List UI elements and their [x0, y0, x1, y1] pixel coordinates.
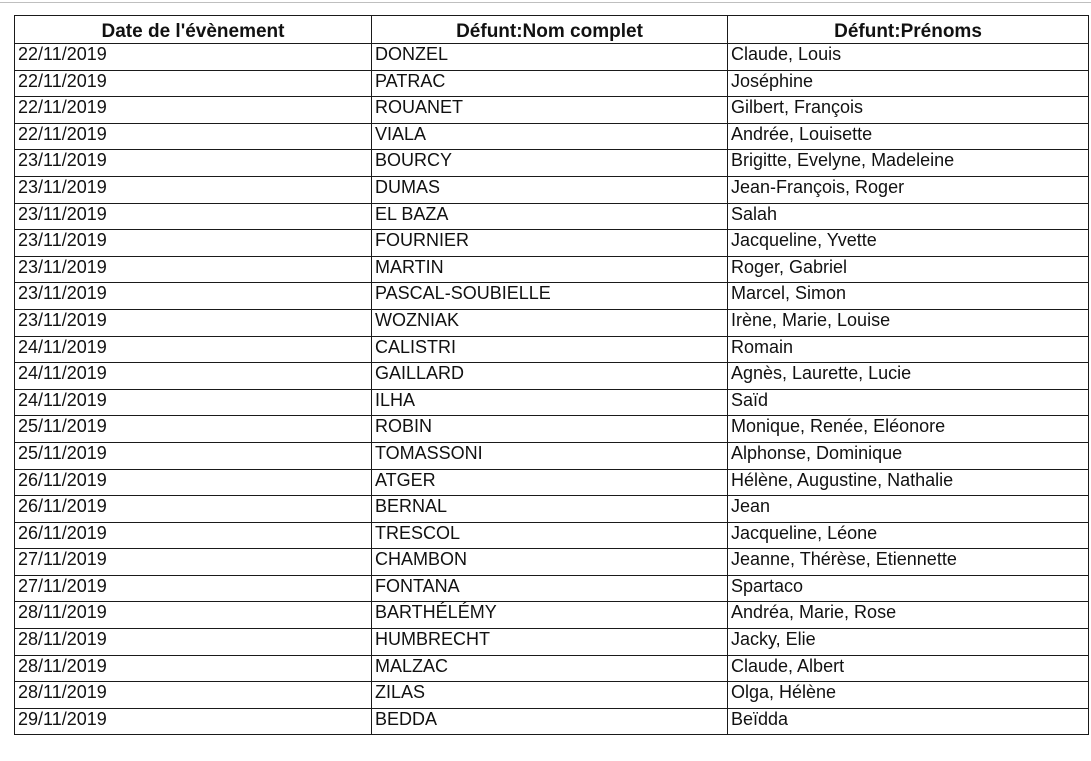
- column-header-last-name: Défunt:Nom complet: [372, 16, 728, 44]
- cell-first-names: Joséphine: [728, 70, 1089, 97]
- table-row: [15, 522, 1089, 549]
- table-row: [15, 496, 1089, 523]
- cell-first-names: Jacky, Elie: [728, 629, 1089, 656]
- cell-date: 27/11/2019: [15, 549, 372, 576]
- table-row: [15, 549, 1089, 576]
- table-row: [15, 97, 1089, 124]
- table-row: [15, 416, 1089, 443]
- table-row: [15, 336, 1089, 363]
- cell-date: 23/11/2019: [15, 230, 372, 257]
- cell-date: 26/11/2019: [15, 522, 372, 549]
- table-row: [15, 655, 1089, 682]
- table-row: [15, 70, 1089, 97]
- cell-first-names: Agnès, Laurette, Lucie: [728, 363, 1089, 390]
- cell-date: 22/11/2019: [15, 70, 372, 97]
- cell-last-name: ROBIN: [372, 416, 728, 443]
- page-top-rule: [0, 2, 1091, 3]
- cell-last-name: ATGER: [372, 469, 728, 496]
- cell-last-name: TOMASSONI: [372, 442, 728, 469]
- cell-date: 23/11/2019: [15, 309, 372, 336]
- cell-last-name: FOURNIER: [372, 230, 728, 257]
- table-row: [15, 708, 1089, 735]
- table-row: [15, 575, 1089, 602]
- cell-date: 24/11/2019: [15, 363, 372, 390]
- cell-first-names: Claude, Albert: [728, 655, 1089, 682]
- cell-last-name: WOZNIAK: [372, 309, 728, 336]
- table-header-row: [15, 16, 1089, 44]
- column-header-first-names: Défunt:Prénoms: [728, 16, 1089, 44]
- table-row: [15, 309, 1089, 336]
- cell-last-name: CHAMBON: [372, 549, 728, 576]
- cell-date: 23/11/2019: [15, 256, 372, 283]
- cell-last-name: GAILLARD: [372, 363, 728, 390]
- cell-last-name: BARTHÉLÉMY: [372, 602, 728, 629]
- cell-first-names: Roger, Gabriel: [728, 256, 1089, 283]
- table-row: [15, 363, 1089, 390]
- table-row: [15, 469, 1089, 496]
- column-header-date: Date de l'évènement: [15, 16, 372, 44]
- table-row: [15, 230, 1089, 257]
- cell-last-name: CALISTRI: [372, 336, 728, 363]
- cell-first-names: Olga, Hélène: [728, 682, 1089, 709]
- cell-date: 24/11/2019: [15, 389, 372, 416]
- cell-first-names: Jacqueline, Yvette: [728, 230, 1089, 257]
- cell-date: 28/11/2019: [15, 602, 372, 629]
- cell-date: 25/11/2019: [15, 416, 372, 443]
- cell-last-name: BOURCY: [372, 150, 728, 177]
- cell-first-names: Andrée, Louisette: [728, 123, 1089, 150]
- cell-date: 26/11/2019: [15, 469, 372, 496]
- cell-date: 22/11/2019: [15, 97, 372, 124]
- cell-first-names: Irène, Marie, Louise: [728, 309, 1089, 336]
- cell-first-names: Jacqueline, Léone: [728, 522, 1089, 549]
- table-row: [15, 442, 1089, 469]
- table-row: [15, 389, 1089, 416]
- cell-last-name: DONZEL: [372, 44, 728, 71]
- cell-last-name: TRESCOL: [372, 522, 728, 549]
- table-row: [15, 256, 1089, 283]
- cell-last-name: ZILAS: [372, 682, 728, 709]
- cell-date: 23/11/2019: [15, 203, 372, 230]
- cell-first-names: Spartaco: [728, 575, 1089, 602]
- cell-last-name: BEDDA: [372, 708, 728, 735]
- cell-last-name: MALZAC: [372, 655, 728, 682]
- cell-last-name: PASCAL-SOUBIELLE: [372, 283, 728, 310]
- cell-first-names: Romain: [728, 336, 1089, 363]
- cell-date: 28/11/2019: [15, 655, 372, 682]
- cell-first-names: Jean-François, Roger: [728, 176, 1089, 203]
- cell-last-name: MARTIN: [372, 256, 728, 283]
- cell-date: 28/11/2019: [15, 682, 372, 709]
- table-row: [15, 123, 1089, 150]
- cell-date: 29/11/2019: [15, 708, 372, 735]
- cell-last-name: EL BAZA: [372, 203, 728, 230]
- cell-last-name: DUMAS: [372, 176, 728, 203]
- cell-date: 27/11/2019: [15, 575, 372, 602]
- cell-date: 23/11/2019: [15, 283, 372, 310]
- deaths-register-table: [14, 15, 1089, 735]
- cell-first-names: Gilbert, François: [728, 97, 1089, 124]
- cell-date: 23/11/2019: [15, 150, 372, 177]
- cell-last-name: ROUANET: [372, 97, 728, 124]
- table-row: [15, 283, 1089, 310]
- cell-first-names: Salah: [728, 203, 1089, 230]
- cell-date: 23/11/2019: [15, 176, 372, 203]
- table-row: [15, 176, 1089, 203]
- cell-date: 28/11/2019: [15, 629, 372, 656]
- cell-first-names: Alphonse, Dominique: [728, 442, 1089, 469]
- cell-first-names: Brigitte, Evelyne, Madeleine: [728, 150, 1089, 177]
- cell-last-name: PATRAC: [372, 70, 728, 97]
- table-row: [15, 602, 1089, 629]
- table-row: [15, 629, 1089, 656]
- cell-last-name: HUMBRECHT: [372, 629, 728, 656]
- cell-first-names: Beïdda: [728, 708, 1089, 735]
- cell-last-name: BERNAL: [372, 496, 728, 523]
- cell-first-names: Andréa, Marie, Rose: [728, 602, 1089, 629]
- cell-date: 26/11/2019: [15, 496, 372, 523]
- cell-date: 25/11/2019: [15, 442, 372, 469]
- table-row: [15, 44, 1089, 71]
- cell-last-name: VIALA: [372, 123, 728, 150]
- cell-first-names: Marcel, Simon: [728, 283, 1089, 310]
- cell-first-names: Jeanne, Thérèse, Etiennette: [728, 549, 1089, 576]
- cell-date: 24/11/2019: [15, 336, 372, 363]
- cell-first-names: Claude, Louis: [728, 44, 1089, 71]
- table-row: [15, 150, 1089, 177]
- cell-first-names: Hélène, Augustine, Nathalie: [728, 469, 1089, 496]
- cell-last-name: ILHA: [372, 389, 728, 416]
- cell-first-names: Saïd: [728, 389, 1089, 416]
- table-row: [15, 682, 1089, 709]
- cell-date: 22/11/2019: [15, 44, 372, 71]
- cell-date: 22/11/2019: [15, 123, 372, 150]
- table-row: [15, 203, 1089, 230]
- cell-first-names: Monique, Renée, Eléonore: [728, 416, 1089, 443]
- cell-first-names: Jean: [728, 496, 1089, 523]
- cell-last-name: FONTANA: [372, 575, 728, 602]
